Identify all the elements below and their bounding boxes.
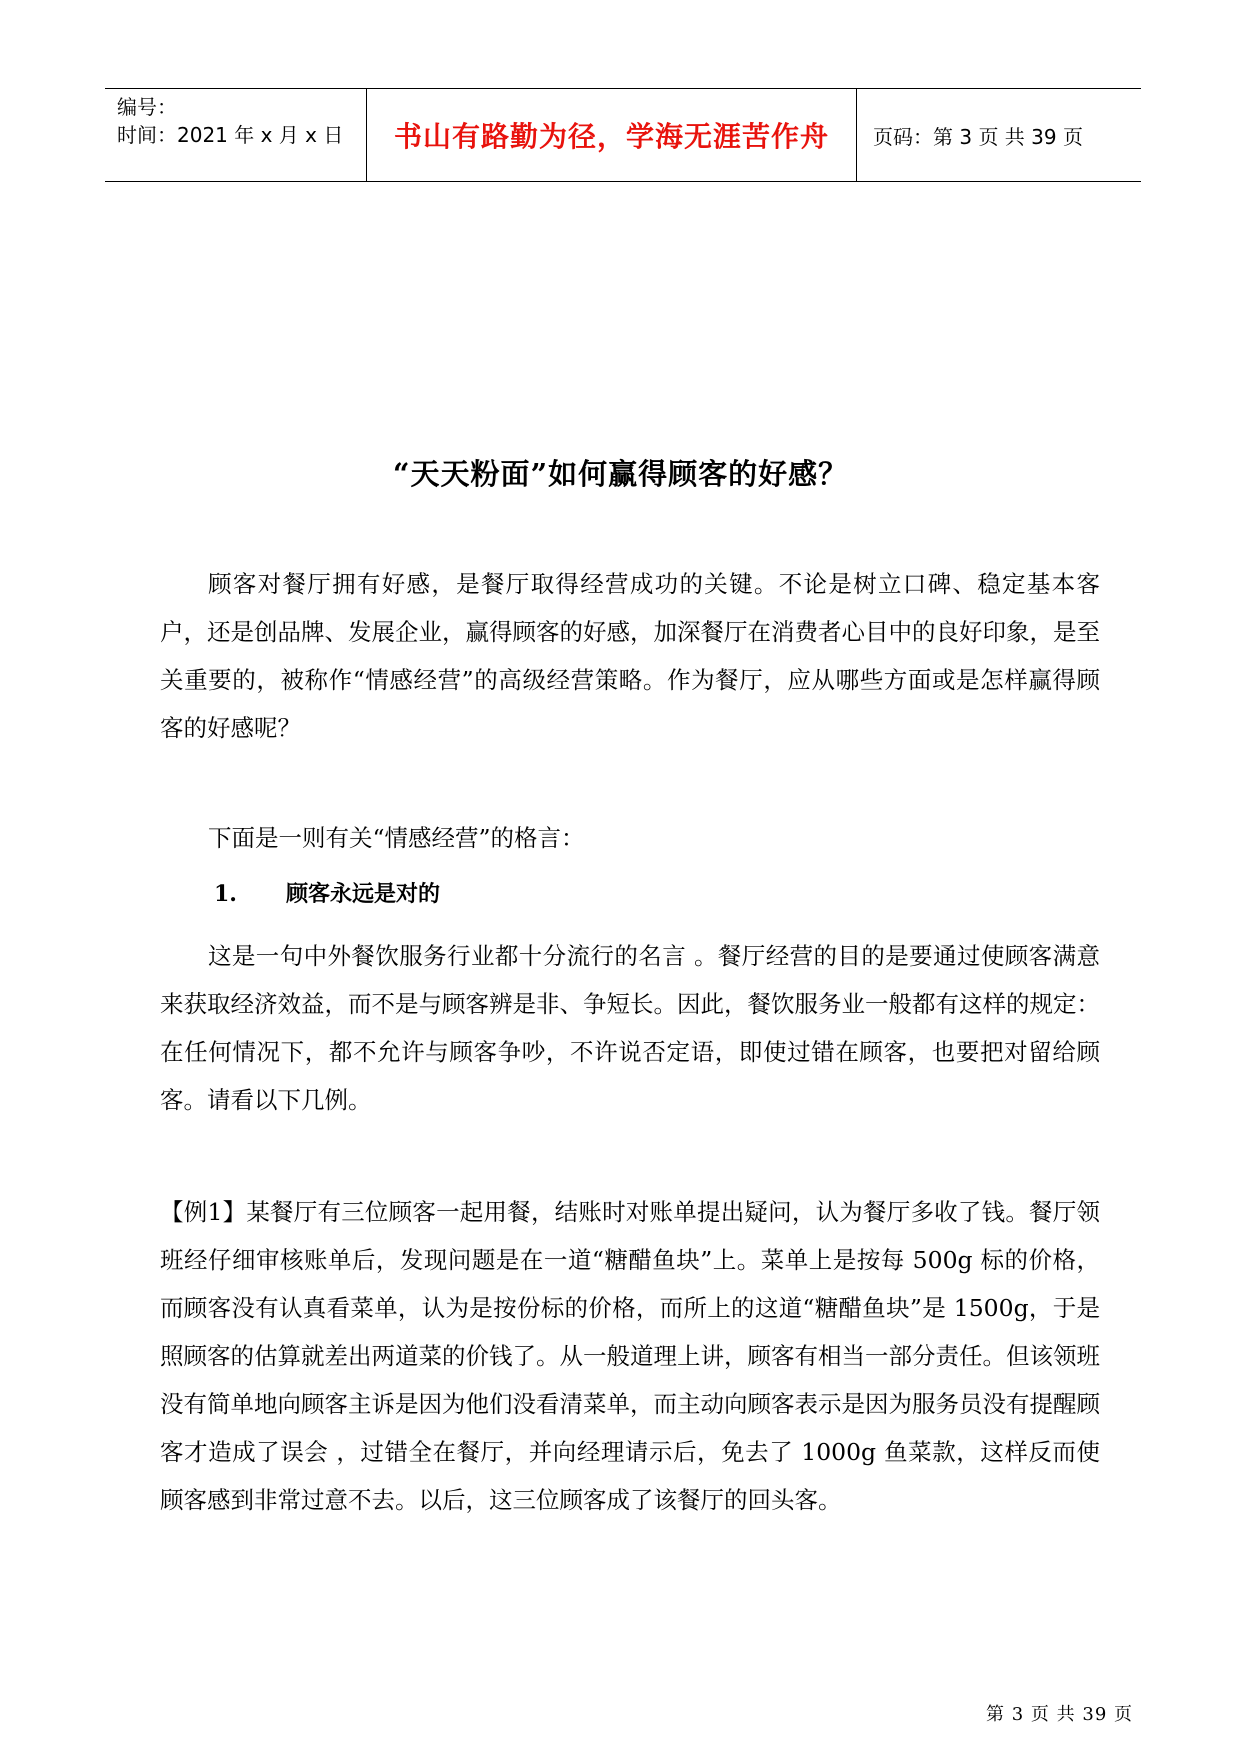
document-title: “天天粉面”如何赢得顾客的好感？ xyxy=(392,457,849,491)
serial-number-label: 编号： xyxy=(117,95,177,119)
header-page-info: 页码：第 3 页 共 39 页 xyxy=(873,124,1083,149)
header-motto: 书山有路勤为径，学海无涯苦作舟 xyxy=(367,89,857,181)
paragraph-section-1: 这是一句中外餐饮服务行业都十分流行的名言 。餐厅经营的目的是要通过使顾客满意来获取经济效益，而不是与顾客辨是非、争短长。因此，餐饮服务业一般都有这样的规定：在任何情况下，都不允许与顾客争吵，不许说否定语，即使过错在顾客，也要把对留给顾客。请看以下几例。 xyxy=(160,942,1100,1114)
document-header xyxy=(105,88,1141,182)
page-footer-number: 第 3 页 共 39 页 xyxy=(986,1704,1133,1725)
header-meta xyxy=(105,89,367,181)
section-heading-text: 顾客永远是对的 xyxy=(286,881,441,907)
section-number: 1. xyxy=(214,881,237,907)
paragraph-example-1: 【例1】某餐厅有三位顾客一起用餐，结账时对账单提出疑问，认为餐厅多收了钱。餐厅领班经仔细审核账单后，发现问题是在一道“糖醋鱼块”上。菜单上是按每 500g 标的价格，而顾客没有认真看菜单，认为是按份标的价格，而所上的这道“糖醋鱼块”是 1500g，于是照顾客的估算就差出两道菜的价钱了。从一般道理上讲，顾客有相当一部分责任。但该领班没有简单地向顾客主诉是因为他们没看清菜单，而主动向顾客表示是因为服务员没有提醒顾客才造成了误会 ，过错全在餐厅，并向经理请示后，免去了 1000g 鱼菜款，这样反而使顾客感到非常过意不去。以后，这三位顾客成了该餐厅的回头客。 xyxy=(160,1198,1100,1514)
date-label: 时间：2021 年 x 月 x 日 xyxy=(117,123,344,147)
paragraph-intro: 顾客对餐厅拥有好感，是餐厅取得经营成功的关键。不论是树立口碑、稳定基本客户，还是创品牌、发展企业，赢得顾客的好感，加深餐厅在消费者心目中的良好印象，是至关重要的，被称作“情感经营”的高级经营策略。作为餐厅，应从哪些方面或是怎样赢得顾客的好感呢？ xyxy=(160,570,1100,742)
paragraph-motto-intro: 下面是一则有关“情感经营”的格言： xyxy=(208,824,585,852)
section-heading-1 xyxy=(214,870,440,918)
